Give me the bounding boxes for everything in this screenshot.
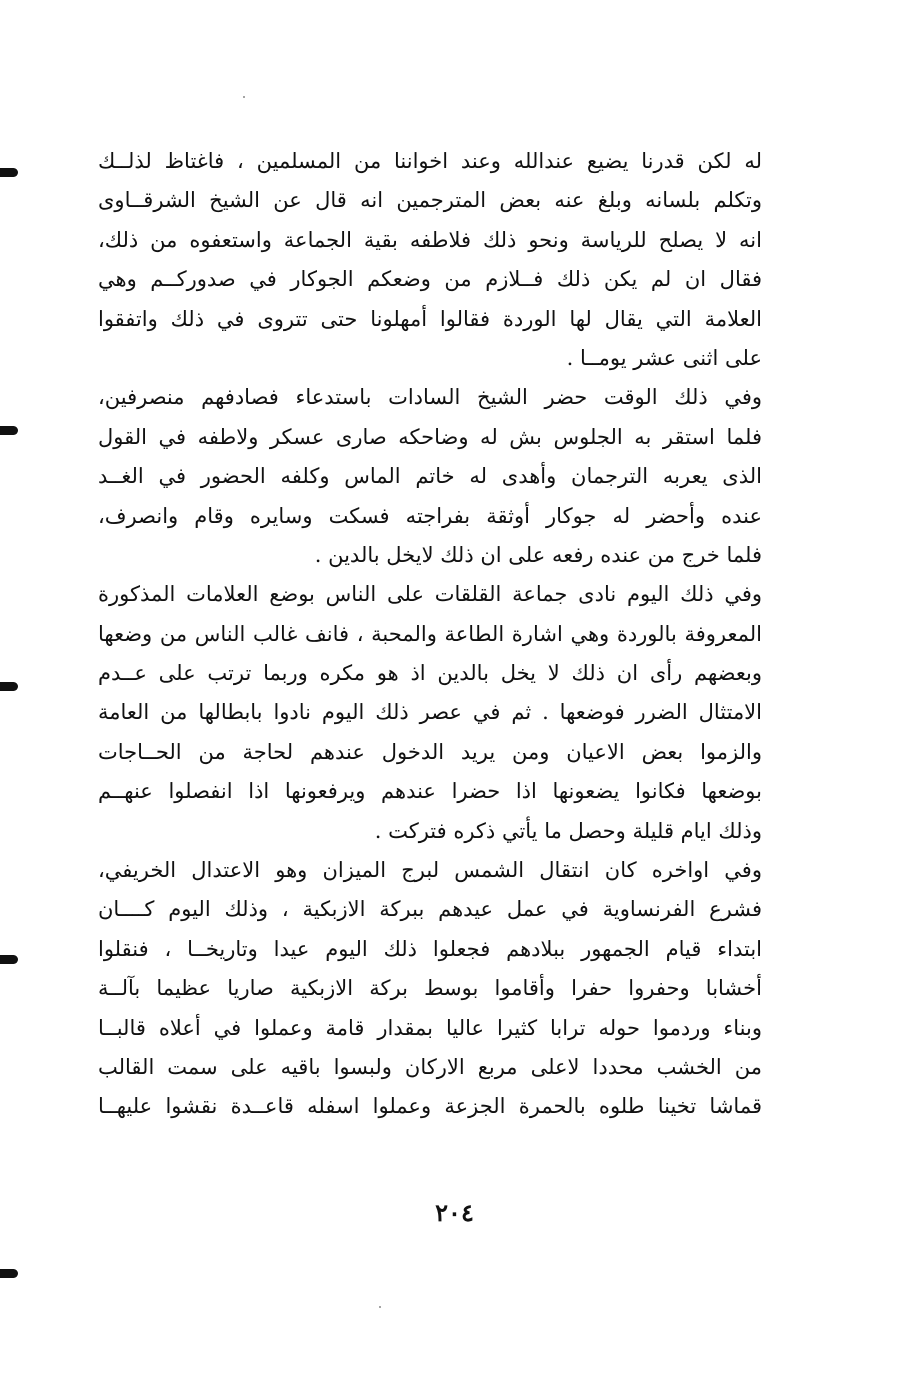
binding-mark xyxy=(0,955,18,964)
text-line: أخشابا وحفروا حفرا وأقاموا بوسط بركة الازبكية صاريا عظيما بآلــة xyxy=(98,976,762,1001)
text-line: على اثنى عشر يومــا . xyxy=(566,345,762,370)
binding-mark xyxy=(0,682,18,691)
text-line: بوضعها فكانوا يضعونها اذا حضرا عندهم ويرفعونها اذا انفصلوا عنهــم xyxy=(98,779,762,804)
paper-speck xyxy=(379,1306,381,1308)
binding-mark xyxy=(0,1269,18,1278)
text-line: انه لا يصلح للرياسة ونحو ذلك فلاطفه بقية الجماعة واستعفوه من ذلك، xyxy=(98,227,762,252)
text-line: قماشا تخينا طلوه بالحمرة الجزعة وعملوا اسفله قاعــدة نقشوا عليهــا xyxy=(98,1094,762,1119)
paragraph xyxy=(98,142,762,378)
paragraph xyxy=(98,575,762,851)
text-line: ابتداء قيام الجمهور ببلادهم فجعلوا ذلك اليوم عيدا وتاريخــا ، فنقلوا xyxy=(98,936,762,961)
text-line: من الخشب محددا لاعلى مربع الاركان ولبسوا باقيه على سمت القالب xyxy=(98,1054,762,1079)
text-line: وفي ذلك اليوم نادى جماعة القلقات على الناس بوضع العلامات المذكورة xyxy=(98,582,762,607)
text-line: له لكن قدرنا يضيع عندالله وعند اخواننا من المسلمين ، فاغتاظ لذلــك xyxy=(98,149,762,173)
paragraph xyxy=(98,378,762,575)
page-body-text xyxy=(98,142,762,1127)
text-line: فلما خرج من عنده رفعه على ان ذلك لايخل بالدين . xyxy=(314,542,762,567)
text-line: والزموا بعض الاعيان ومن يريد الدخول عندهم لحاجة من الحــاجات xyxy=(98,739,762,764)
text-line: العلامة التي يقال لها الوردة فقالوا أمهلونا حتى تتروى في ذلك واتفقوا xyxy=(98,306,762,331)
paper-speck xyxy=(243,96,245,98)
page-number: ٢٠٤ xyxy=(435,1198,474,1227)
text-line: فقال ان لم يكن ذلك فــلازم من وضعكم الجوكار في صدوركــم وهي xyxy=(98,267,762,292)
text-line: وفي ذلك الوقت حضر الشيخ السادات باستدعاء فصادفهم منصرفين، xyxy=(98,385,762,410)
binding-mark xyxy=(0,168,18,177)
text-line: فلما استقر به الجلوس بش له وضاحكه صارى عسكر ولاطفه في القول xyxy=(98,424,762,449)
text-line: وفي اواخره كان انتقال الشمس لبرج الميزان وهو الاعتدال الخريفي، xyxy=(98,858,762,883)
text-line: وتكلم بلسانه وبلغ عنه بعض المترجمين انه قال عن الشيخ الشرقــاوى xyxy=(98,188,762,213)
binding-mark xyxy=(0,426,18,435)
text-line: المعروفة بالوردة وهي اشارة الطاعة والمحبة ، فانف غالب الناس من وضعها xyxy=(98,621,762,646)
text-line: وبناء وردموا حوله ترابا كثيرا عاليا بمقدار قامة وعملوا في أعلاه قالبــا xyxy=(98,1015,762,1040)
text-line: وذلك ايام قليلة وحصل ما يأتي ذكره فتركت . xyxy=(374,818,762,843)
text-line: عنده وأحضر له جوكار أوثقة بفراجته فسكت وسايره وقام وانصرف، xyxy=(98,503,762,528)
text-line: فشرع الفرنساوية في عمل عيدهم ببركة الازبكية ، وذلك اليوم كــــان xyxy=(98,897,762,922)
paragraph xyxy=(98,851,762,1127)
text-line: الذى يعربه الترجمان وأهدى له خاتم الماس وكلفه الحضور في الغــد xyxy=(98,464,762,489)
text-line: الامتثال الضرر فوضعها . ثم في عصر ذلك اليوم نادوا بابطالها من العامة xyxy=(98,700,762,725)
text-line: وبعضهم رأى ان ذلك لا يخل بالدين اذ هو مكره وربما ترتب على عــدم xyxy=(98,661,762,686)
